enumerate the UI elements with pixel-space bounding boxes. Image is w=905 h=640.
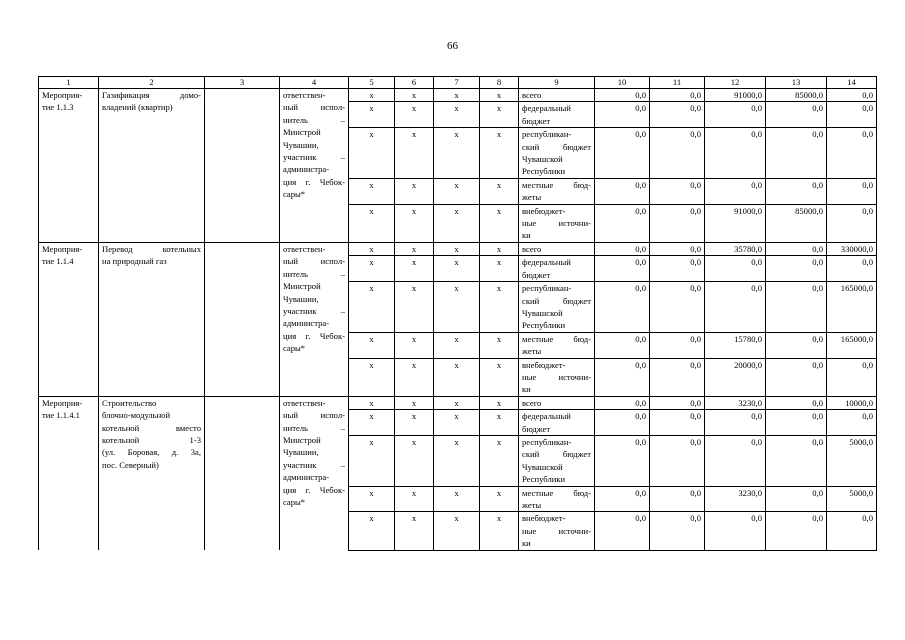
amount-cell: 0,0 [705, 435, 766, 486]
amount-cell: 0,0 [595, 410, 650, 436]
amount-cell: 0,0 [766, 102, 827, 128]
amount-cell: 0,0 [766, 512, 827, 550]
amount-cell: 0,0 [595, 358, 650, 396]
text-line: участник – [283, 305, 345, 316]
text-line: сары* [283, 497, 306, 507]
text-line: Мероприя- [42, 243, 83, 254]
mark-cell: x [395, 435, 434, 486]
amount-cell: 91000,0 [705, 204, 766, 242]
text-line: республикан- [522, 283, 572, 294]
mark-cell: x [349, 396, 395, 409]
amount-cell: 3230,0 [705, 396, 766, 409]
mark-cell: x [349, 256, 395, 282]
amount-cell: 0,0 [827, 128, 877, 179]
event-number-cell [39, 242, 99, 396]
text-line: ный испол- [283, 256, 345, 267]
amount-cell: 0,0 [766, 178, 827, 204]
text-line: ответствен- [283, 243, 326, 254]
text-line: федеральный [522, 257, 571, 268]
amount-cell: 0,0 [650, 178, 705, 204]
empty-cell [205, 242, 280, 396]
column-header: 7 [434, 77, 480, 89]
amount-cell: 0,0 [650, 435, 705, 486]
mark-cell: x [480, 396, 519, 409]
text-line: ные источни- [522, 218, 591, 229]
amount-cell: 0,0 [705, 128, 766, 179]
text-line: администра- [283, 472, 330, 483]
mark-cell: x [434, 358, 480, 396]
column-header: 1 [39, 77, 99, 89]
text-line: ответствен- [283, 397, 326, 408]
executor-cell [280, 89, 349, 243]
table-row [39, 242, 877, 255]
text-line: федеральный [522, 103, 571, 114]
amount-cell: 0,0 [766, 242, 827, 255]
text-line: ответствен- [283, 90, 326, 100]
amount-cell: 0,0 [650, 410, 705, 436]
text-line: тие 1.1.4.1 [42, 410, 80, 421]
text-line: ки [522, 538, 531, 549]
amount-cell: 0,0 [827, 204, 877, 242]
mark-cell: x [395, 410, 434, 436]
text-line: Чувашской [522, 154, 563, 165]
text-line: Чувашской [522, 307, 563, 318]
column-header: 10 [595, 77, 650, 89]
text-line: ный испол- [283, 410, 345, 421]
text-line: котельной вместо [102, 422, 201, 433]
amount-cell: 165000,0 [827, 282, 877, 333]
column-header: 14 [827, 77, 877, 89]
text-line: жеты [522, 346, 542, 357]
text-line: бюджет [522, 115, 551, 126]
amount-cell: 0,0 [650, 512, 705, 550]
text-line: ные источни- [522, 525, 591, 536]
amount-cell: 0,0 [650, 396, 705, 409]
mark-cell: x [480, 282, 519, 333]
column-header: 4 [280, 77, 349, 89]
amount-cell: 0,0 [766, 435, 827, 486]
funding-source-cell [519, 89, 595, 102]
amount-cell: 0,0 [650, 128, 705, 179]
amount-cell: 0,0 [650, 89, 705, 102]
mark-cell: x [395, 282, 434, 333]
text-line: тие 1.1.3 [42, 102, 74, 113]
amount-cell: 5000,0 [827, 435, 877, 486]
text-line: всего [522, 243, 542, 254]
amount-cell: 330000,0 [827, 242, 877, 255]
mark-cell: x [395, 204, 434, 242]
amount-cell: 0,0 [595, 435, 650, 486]
amount-cell: 0,0 [595, 486, 650, 512]
column-header: 13 [766, 77, 827, 89]
text-line: республикан- [522, 129, 572, 140]
mark-cell: x [480, 410, 519, 436]
mark-cell: x [349, 435, 395, 486]
text-line: Чувашии, [283, 139, 319, 150]
text-line: Минстрой [283, 127, 321, 138]
text-line: республикан- [522, 436, 572, 447]
amount-cell: 0,0 [650, 358, 705, 396]
amount-cell: 0,0 [705, 102, 766, 128]
text-line: Республики [522, 166, 566, 177]
mark-cell: x [480, 512, 519, 550]
text-line: ки [522, 384, 531, 395]
text-line: жеты [522, 192, 542, 203]
column-header: 3 [205, 77, 280, 89]
text-line: сары* [283, 189, 306, 200]
funding-source-cell [519, 512, 595, 550]
mark-cell: x [480, 178, 519, 204]
mark-cell: x [349, 204, 395, 242]
column-header: 11 [650, 77, 705, 89]
mark-cell: x [395, 358, 434, 396]
text-line: котельной 1-3 [102, 434, 201, 445]
mark-cell: x [480, 435, 519, 486]
mark-cell: x [395, 512, 434, 550]
amount-cell: 165000,0 [827, 332, 877, 358]
text-line: Республики [522, 474, 566, 485]
mark-cell: x [349, 486, 395, 512]
mark-cell: x [395, 128, 434, 179]
text-line: нитель – [283, 114, 345, 125]
text-line: внебюджет- [522, 513, 566, 524]
funding-source-cell [519, 282, 595, 333]
mark-cell: x [434, 512, 480, 550]
amount-cell: 0,0 [827, 102, 877, 128]
text-line: ский бюджет [522, 141, 591, 152]
text-line: Перевод котельных [102, 243, 201, 254]
text-line: Мероприя- [42, 397, 83, 408]
mark-cell: x [349, 128, 395, 179]
mark-cell: x [395, 256, 434, 282]
amount-cell: 0,0 [705, 410, 766, 436]
mark-cell: x [434, 128, 480, 179]
amount-cell: 0,0 [766, 396, 827, 409]
amount-cell: 15780,0 [705, 332, 766, 358]
text-line: владений (квартир) [102, 102, 173, 113]
mark-cell: x [349, 332, 395, 358]
text-line: Строительство [102, 397, 157, 408]
text-line: ция г. Чебок- [283, 484, 345, 495]
amount-cell: 0,0 [827, 178, 877, 204]
funding-source-cell [519, 410, 595, 436]
amount-cell: 0,0 [827, 89, 877, 102]
amount-cell: 0,0 [705, 178, 766, 204]
text-line: всего [522, 90, 542, 100]
text-line: бюджет [522, 423, 551, 434]
amount-cell: 0,0 [705, 256, 766, 282]
column-header: 9 [519, 77, 595, 89]
text-line: администра- [283, 164, 330, 175]
amount-cell: 0,0 [595, 256, 650, 282]
mark-cell: x [395, 89, 434, 102]
mark-cell: x [480, 102, 519, 128]
text-line: федеральный [522, 411, 571, 422]
funding-source-cell [519, 242, 595, 255]
amount-cell: 0,0 [650, 486, 705, 512]
amount-cell: 0,0 [827, 256, 877, 282]
mark-cell: x [349, 358, 395, 396]
mark-cell: x [480, 89, 519, 102]
text-line: нитель – [283, 422, 345, 433]
mark-cell: x [434, 282, 480, 333]
amount-cell: 0,0 [650, 256, 705, 282]
mark-cell: x [434, 410, 480, 436]
mark-cell: x [395, 242, 434, 255]
text-line: (ул. Боровая, д. 3а, [102, 447, 201, 458]
funding-source-cell [519, 396, 595, 409]
mark-cell: x [395, 178, 434, 204]
amount-cell: 85000,0 [766, 89, 827, 102]
column-header: 6 [395, 77, 434, 89]
text-line: блочно-модульной [102, 410, 171, 421]
amount-cell: 0,0 [650, 242, 705, 255]
empty-cell [205, 89, 280, 243]
header-row [39, 77, 877, 89]
text-line: сары* [283, 343, 306, 354]
text-line: Чувашии, [283, 293, 319, 304]
amount-cell: 0,0 [766, 256, 827, 282]
text-line: ки [522, 230, 531, 241]
mark-cell: x [434, 102, 480, 128]
mark-cell: x [434, 256, 480, 282]
text-line: нитель – [283, 268, 345, 279]
event-title-cell [99, 396, 205, 550]
mark-cell: x [434, 332, 480, 358]
text-line: участник – [283, 459, 345, 470]
amount-cell: 0,0 [595, 512, 650, 550]
text-line: местные бюд- [522, 487, 591, 498]
amount-cell: 0,0 [827, 358, 877, 396]
executor-cell [280, 396, 349, 550]
amount-cell: 0,0 [827, 512, 877, 550]
mark-cell: x [434, 486, 480, 512]
column-header: 8 [480, 77, 519, 89]
text-line: бюджет [522, 269, 551, 280]
amount-cell: 0,0 [595, 242, 650, 255]
mark-cell: x [480, 332, 519, 358]
mark-cell: x [349, 242, 395, 255]
event-number-cell [39, 89, 99, 243]
amount-cell: 0,0 [766, 410, 827, 436]
amount-cell: 0,0 [595, 282, 650, 333]
mark-cell: x [349, 102, 395, 128]
amount-cell: 3230,0 [705, 486, 766, 512]
text-line: на природный газ [102, 256, 167, 267]
funding-source-cell [519, 204, 595, 242]
funding-source-cell [519, 486, 595, 512]
mark-cell: x [434, 242, 480, 255]
amount-cell: 0,0 [766, 282, 827, 333]
text-line: Республики [522, 320, 566, 331]
amount-cell: 0,0 [595, 102, 650, 128]
amount-cell: 0,0 [766, 128, 827, 179]
funding-source-cell [519, 178, 595, 204]
mark-cell: x [349, 282, 395, 333]
amount-cell: 35780,0 [705, 242, 766, 255]
text-line: администра- [283, 318, 330, 329]
funding-source-cell [519, 332, 595, 358]
amount-cell: 0,0 [595, 89, 650, 102]
event-number-cell [39, 396, 99, 550]
text-line: местные бюд- [522, 333, 591, 344]
text-line: ский бюджет [522, 449, 591, 460]
mark-cell: x [434, 178, 480, 204]
column-header: 5 [349, 77, 395, 89]
amount-cell: 0,0 [705, 282, 766, 333]
text-line: местные бюд- [522, 179, 591, 190]
mark-cell: x [480, 242, 519, 255]
amount-cell: 0,0 [766, 486, 827, 512]
amount-cell: 0,0 [650, 204, 705, 242]
executor-cell [280, 242, 349, 396]
mark-cell: x [395, 486, 434, 512]
amount-cell: 0,0 [595, 204, 650, 242]
text-line: пос. Северный) [102, 459, 159, 470]
text-line: участник – [283, 152, 345, 163]
mark-cell: x [349, 410, 395, 436]
mark-cell: x [480, 256, 519, 282]
funding-source-cell [519, 358, 595, 396]
text-line: внебюджет- [522, 359, 566, 370]
amount-cell: 0,0 [705, 512, 766, 550]
mark-cell: x [349, 512, 395, 550]
event-title-cell [99, 89, 205, 243]
amount-cell: 5000,0 [827, 486, 877, 512]
mark-cell: x [480, 358, 519, 396]
mark-cell: x [480, 128, 519, 179]
amount-cell: 0,0 [595, 178, 650, 204]
amount-cell: 0,0 [766, 332, 827, 358]
amount-cell: 0,0 [766, 358, 827, 396]
funding-table [38, 76, 877, 551]
amount-cell: 0,0 [595, 332, 650, 358]
amount-cell: 10000,0 [827, 396, 877, 409]
amount-cell: 0,0 [827, 410, 877, 436]
mark-cell: x [434, 89, 480, 102]
funding-source-cell [519, 102, 595, 128]
mark-cell: x [349, 178, 395, 204]
text-line: Чувашской [522, 461, 563, 472]
amount-cell: 91000,0 [705, 89, 766, 102]
mark-cell: x [395, 102, 434, 128]
text-line: ция г. Чебок- [283, 330, 345, 341]
table-row [39, 396, 877, 409]
amount-cell: 0,0 [595, 396, 650, 409]
text-line: Газификация домо- [102, 90, 201, 100]
text-line: ный испол- [283, 102, 345, 113]
amount-cell: 0,0 [650, 102, 705, 128]
text-line: Минстрой [283, 434, 321, 445]
amount-cell: 20000,0 [705, 358, 766, 396]
text-line: Минстрой [283, 281, 321, 292]
table-row [39, 89, 877, 102]
mark-cell: x [395, 332, 434, 358]
text-line: Мероприя- [42, 90, 83, 100]
funding-source-cell [519, 435, 595, 486]
mark-cell: x [434, 204, 480, 242]
event-title-cell [99, 242, 205, 396]
mark-cell: x [480, 486, 519, 512]
mark-cell: x [480, 204, 519, 242]
text-line: ные источни- [522, 371, 591, 382]
amount-cell: 0,0 [650, 332, 705, 358]
amount-cell: 0,0 [650, 282, 705, 333]
text-line: ский бюджет [522, 295, 591, 306]
funding-source-cell [519, 256, 595, 282]
empty-cell [205, 396, 280, 550]
text-line: внебюджет- [522, 205, 566, 216]
mark-cell: x [434, 396, 480, 409]
funding-source-cell [519, 128, 595, 179]
page-number: 66 [447, 40, 458, 52]
mark-cell: x [434, 435, 480, 486]
amount-cell: 0,0 [595, 128, 650, 179]
amount-cell: 85000,0 [766, 204, 827, 242]
mark-cell: x [395, 396, 434, 409]
text-line: тие 1.1.4 [42, 256, 74, 267]
column-header: 12 [705, 77, 766, 89]
text-line: жеты [522, 500, 542, 510]
column-header: 2 [99, 77, 205, 89]
mark-cell: x [349, 89, 395, 102]
text-line: ция г. Чебок- [283, 176, 345, 187]
text-line: всего [522, 397, 542, 408]
text-line: Чувашии, [283, 447, 319, 458]
